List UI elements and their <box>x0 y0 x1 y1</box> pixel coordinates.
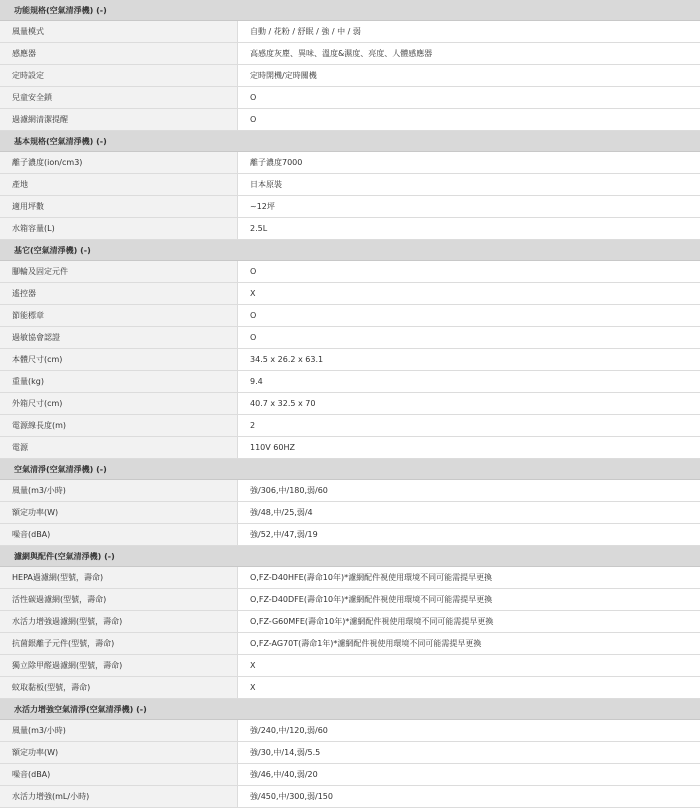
spec-label: 風量模式 <box>0 21 238 42</box>
spec-value: ~12坪 <box>238 196 700 217</box>
spec-label: 抗菌銀離子元件(型號，壽命) <box>0 633 238 654</box>
spec-value: O <box>238 261 700 282</box>
spec-label: 額定功率(W) <box>0 742 238 763</box>
spec-row <box>0 502 700 524</box>
spec-row <box>0 174 700 196</box>
spec-value: O <box>238 87 700 108</box>
spec-label: 電源線長度(m) <box>0 415 238 436</box>
spec-label: 水活力增強(mL/小時) <box>0 786 238 807</box>
spec-value: O,FZ-D40DFE(壽命10年)*濾網配件視使用環境不同可能需提早更換 <box>238 589 700 610</box>
spec-label: 獨立除甲醛過濾網(型號，壽命) <box>0 655 238 676</box>
spec-value: 強/48,中/25,弱/4 <box>238 502 700 523</box>
spec-label: 本體尺寸(cm) <box>0 349 238 370</box>
spec-value: O,FZ-G60MFE(壽命10年)*濾網配件視使用環境不同可能需提早更換 <box>238 611 700 632</box>
spec-value: 強/30,中/14,弱/5.5 <box>238 742 700 763</box>
spec-row <box>0 742 700 764</box>
spec-row <box>0 152 700 174</box>
spec-label: 額定功率(W) <box>0 502 238 523</box>
spec-label: 噪音(dBA) <box>0 764 238 785</box>
spec-value: 強/46,中/40,弱/20 <box>238 764 700 785</box>
spec-label: 兒童安全鎖 <box>0 87 238 108</box>
spec-label: 噪音(dBA) <box>0 524 238 545</box>
spec-row <box>0 720 700 742</box>
spec-row <box>0 218 700 240</box>
spec-row <box>0 21 700 43</box>
spec-row <box>0 611 700 633</box>
spec-value: 2.5L <box>238 218 700 239</box>
spec-value: 110V 60HZ <box>238 437 700 458</box>
section-header[interactable]: 空氣清淨(空氣清淨機) (-) <box>0 459 700 480</box>
spec-value: O <box>238 305 700 326</box>
spec-row <box>0 43 700 65</box>
spec-row <box>0 65 700 87</box>
spec-row <box>0 415 700 437</box>
spec-row <box>0 589 700 611</box>
section-header[interactable]: 功能規格(空氣清淨機) (-) <box>0 0 700 21</box>
spec-row <box>0 633 700 655</box>
spec-label: 產地 <box>0 174 238 195</box>
spec-value: 離子濃度7000 <box>238 152 700 173</box>
spec-row <box>0 327 700 349</box>
spec-label: 適用坪數 <box>0 196 238 217</box>
spec-row <box>0 283 700 305</box>
spec-label: 腳輪及固定元件 <box>0 261 238 282</box>
spec-row <box>0 677 700 699</box>
spec-value: X <box>238 283 700 304</box>
spec-label: 節能標章 <box>0 305 238 326</box>
spec-label: 水活力增強過濾網(型號，壽命) <box>0 611 238 632</box>
spec-label: 重量(kg) <box>0 371 238 392</box>
spec-value: 自動 / 花粉 / 舒眠 / 強 / 中 / 弱 <box>238 21 700 42</box>
spec-label: 外箱尺寸(cm) <box>0 393 238 414</box>
section-header[interactable]: 水活力增強空氣清淨(空氣清淨機) (-) <box>0 699 700 720</box>
spec-value: X <box>238 655 700 676</box>
section-header[interactable]: 基本規格(空氣清淨機) (-) <box>0 131 700 152</box>
spec-row <box>0 349 700 371</box>
spec-label: 電源 <box>0 437 238 458</box>
spec-label: 感應器 <box>0 43 238 64</box>
spec-value: O <box>238 327 700 348</box>
spec-row <box>0 655 700 677</box>
spec-label: 過敏協會認證 <box>0 327 238 348</box>
spec-label: 遙控器 <box>0 283 238 304</box>
spec-value: 強/306,中/180,弱/60 <box>238 480 700 501</box>
spec-label: 定時設定 <box>0 65 238 86</box>
spec-value: 40.7 x 32.5 x 70 <box>238 393 700 414</box>
spec-label: 活性碳過濾網(型號，壽命) <box>0 589 238 610</box>
spec-row <box>0 437 700 459</box>
spec-value: O,FZ-AG70T(壽命1年)*濾網配件視使用環境不同可能需提早更換 <box>238 633 700 654</box>
spec-label: 蚊取黏板(型號，壽命) <box>0 677 238 698</box>
spec-row <box>0 371 700 393</box>
spec-value: 強/52,中/47,弱/19 <box>238 524 700 545</box>
spec-value: 34.5 x 26.2 x 63.1 <box>238 349 700 370</box>
spec-value: 高感度灰塵、異味、溫度&濕度、亮度、人體感應器 <box>238 43 700 64</box>
spec-label: 水箱容量(L) <box>0 218 238 239</box>
spec-value: O <box>238 109 700 130</box>
spec-row <box>0 480 700 502</box>
spec-label: 風量(m3/小時) <box>0 480 238 501</box>
spec-label: 過濾網清潔提醒 <box>0 109 238 130</box>
section-header[interactable]: 濾網與配件(空氣清淨機) (-) <box>0 546 700 567</box>
spec-value: 定時開機/定時關機 <box>238 65 700 86</box>
spec-value: 2 <box>238 415 700 436</box>
spec-value: 強/240,中/120,弱/60 <box>238 720 700 741</box>
spec-value: X <box>238 677 700 698</box>
spec-row <box>0 261 700 283</box>
spec-label: 離子濃度(ion/cm3) <box>0 152 238 173</box>
spec-row <box>0 567 700 589</box>
spec-row <box>0 196 700 218</box>
spec-row <box>0 764 700 786</box>
spec-label: HEPA過濾網(型號，壽命) <box>0 567 238 588</box>
section-header[interactable]: 基它(空氣清淨機) (-) <box>0 240 700 261</box>
spec-row <box>0 524 700 546</box>
spec-value: 9.4 <box>238 371 700 392</box>
spec-row <box>0 393 700 415</box>
spec-row <box>0 305 700 327</box>
spec-row <box>0 109 700 131</box>
spec-value: 強/450,中/300,弱/150 <box>238 786 700 807</box>
spec-value: 日本原裝 <box>238 174 700 195</box>
spec-row <box>0 786 700 808</box>
spec-value: O,FZ-D40HFE(壽命10年)*濾網配件視使用環境不同可能需提早更換 <box>238 567 700 588</box>
spec-row <box>0 87 700 109</box>
spec-label: 風量(m3/小時) <box>0 720 238 741</box>
